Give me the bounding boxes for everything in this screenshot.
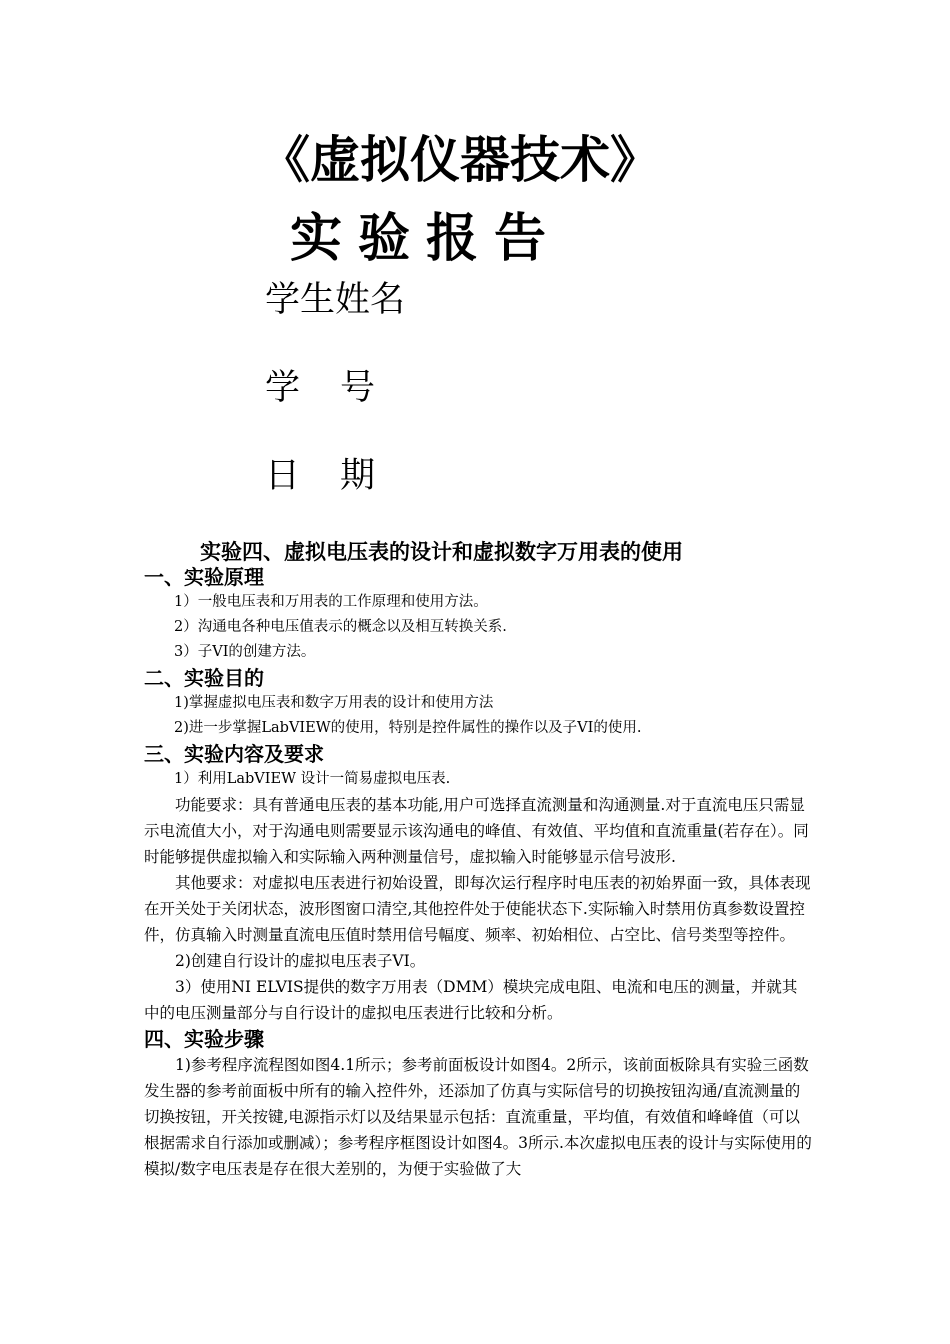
principle-item: 1）一般电压表和万用表的工作原理和使用方法。 bbox=[174, 594, 488, 610]
section-heading-steps: 四、实验步骤 bbox=[144, 1027, 264, 1051]
purpose-item: 1)掌握虚拟电压表和数字万用表的设计和使用方法 bbox=[174, 695, 494, 711]
report-body bbox=[144, 564, 812, 1182]
student-id-label: 学号 bbox=[265, 368, 416, 408]
content-item: 1）利用LabVIEW 设计一简易虚拟电压表. bbox=[174, 771, 451, 787]
content-paragraph: 2)创建自行设计的虚拟电压表子VI。 bbox=[175, 952, 426, 970]
principle-item: 2）沟通电各种电压值表示的概念以及相互转换关系. bbox=[174, 619, 507, 635]
content-paragraph: 功能要求：具有普通电压表的基本功能,用户可选择直流测量和沟通测量.对于直流电压只需显示电流值大小，对于沟通电则需要显示该沟通电的峰值、有效值、平均值和直流重量(若存在）。同时能够提供虚拟输入和实际输入两种测量信号，虚拟输入时能够显示信号波形. bbox=[144, 796, 809, 866]
student-name-label: 学生姓名 bbox=[265, 280, 406, 320]
purpose-item: 2)进一步掌握LabVIEW的使用，特别是控件属性的操作以及子VI的使用. bbox=[174, 720, 642, 736]
section-heading-purpose: 二、实验目的 bbox=[144, 666, 264, 690]
section-heading-principle: 一、实验原理 bbox=[144, 565, 264, 589]
steps-paragraph: 1)参考程序流程图如图4.1所示；参考前面板设计如图4。2所示，该前面板除具有实验三函数发生器的参考前面板中所有的输入控件外，还添加了仿真与实际信号的切换按钮沟通/直流测量的切换按钮，开关按键,电源指示灯以及结果显示包括：直流重量，平均值，有效值和峰峰值（可以根据需求自行添加或删减）；参考程序框图设计如图4。3所示.本次虚拟电压表的设计与实际使用的模拟/数字电压表是存在很大差别的，为便于实验做了大 bbox=[144, 1056, 812, 1178]
experiment-title: 实验四、虚拟电压表的设计和虚拟数字万用表的使用 bbox=[200, 540, 683, 564]
content-paragraph: 3）使用NI ELVIS提供的数字万用表（DMM）模块完成电阻、电流和电压的测量，并就其中的电压测量部分与自行设计的虚拟电压表进行比较和分析。 bbox=[144, 978, 798, 1022]
content-paragraph: 其他要求：对虚拟电压表进行初始设置，即每次运行程序时电压表的初始界面一致，具体表现在开关处于关闭状态，波形图窗口清空,其他控件处于使能状态下.实际输入时禁用仿真参数设置控件，仿真输入时测量直流电压值时禁用信号幅度、频率、初始相位、占空比、信号类型等控件。 bbox=[144, 874, 811, 944]
cover-title: 《虚拟仪器技术》 bbox=[260, 131, 660, 189]
section-heading-content: 三、实验内容及要求 bbox=[144, 742, 324, 766]
date-label: 日期 bbox=[265, 456, 416, 496]
cover-subtitle: 实验报告 bbox=[290, 209, 563, 269]
principle-item: 3）子VI的创建方法。 bbox=[174, 644, 316, 660]
